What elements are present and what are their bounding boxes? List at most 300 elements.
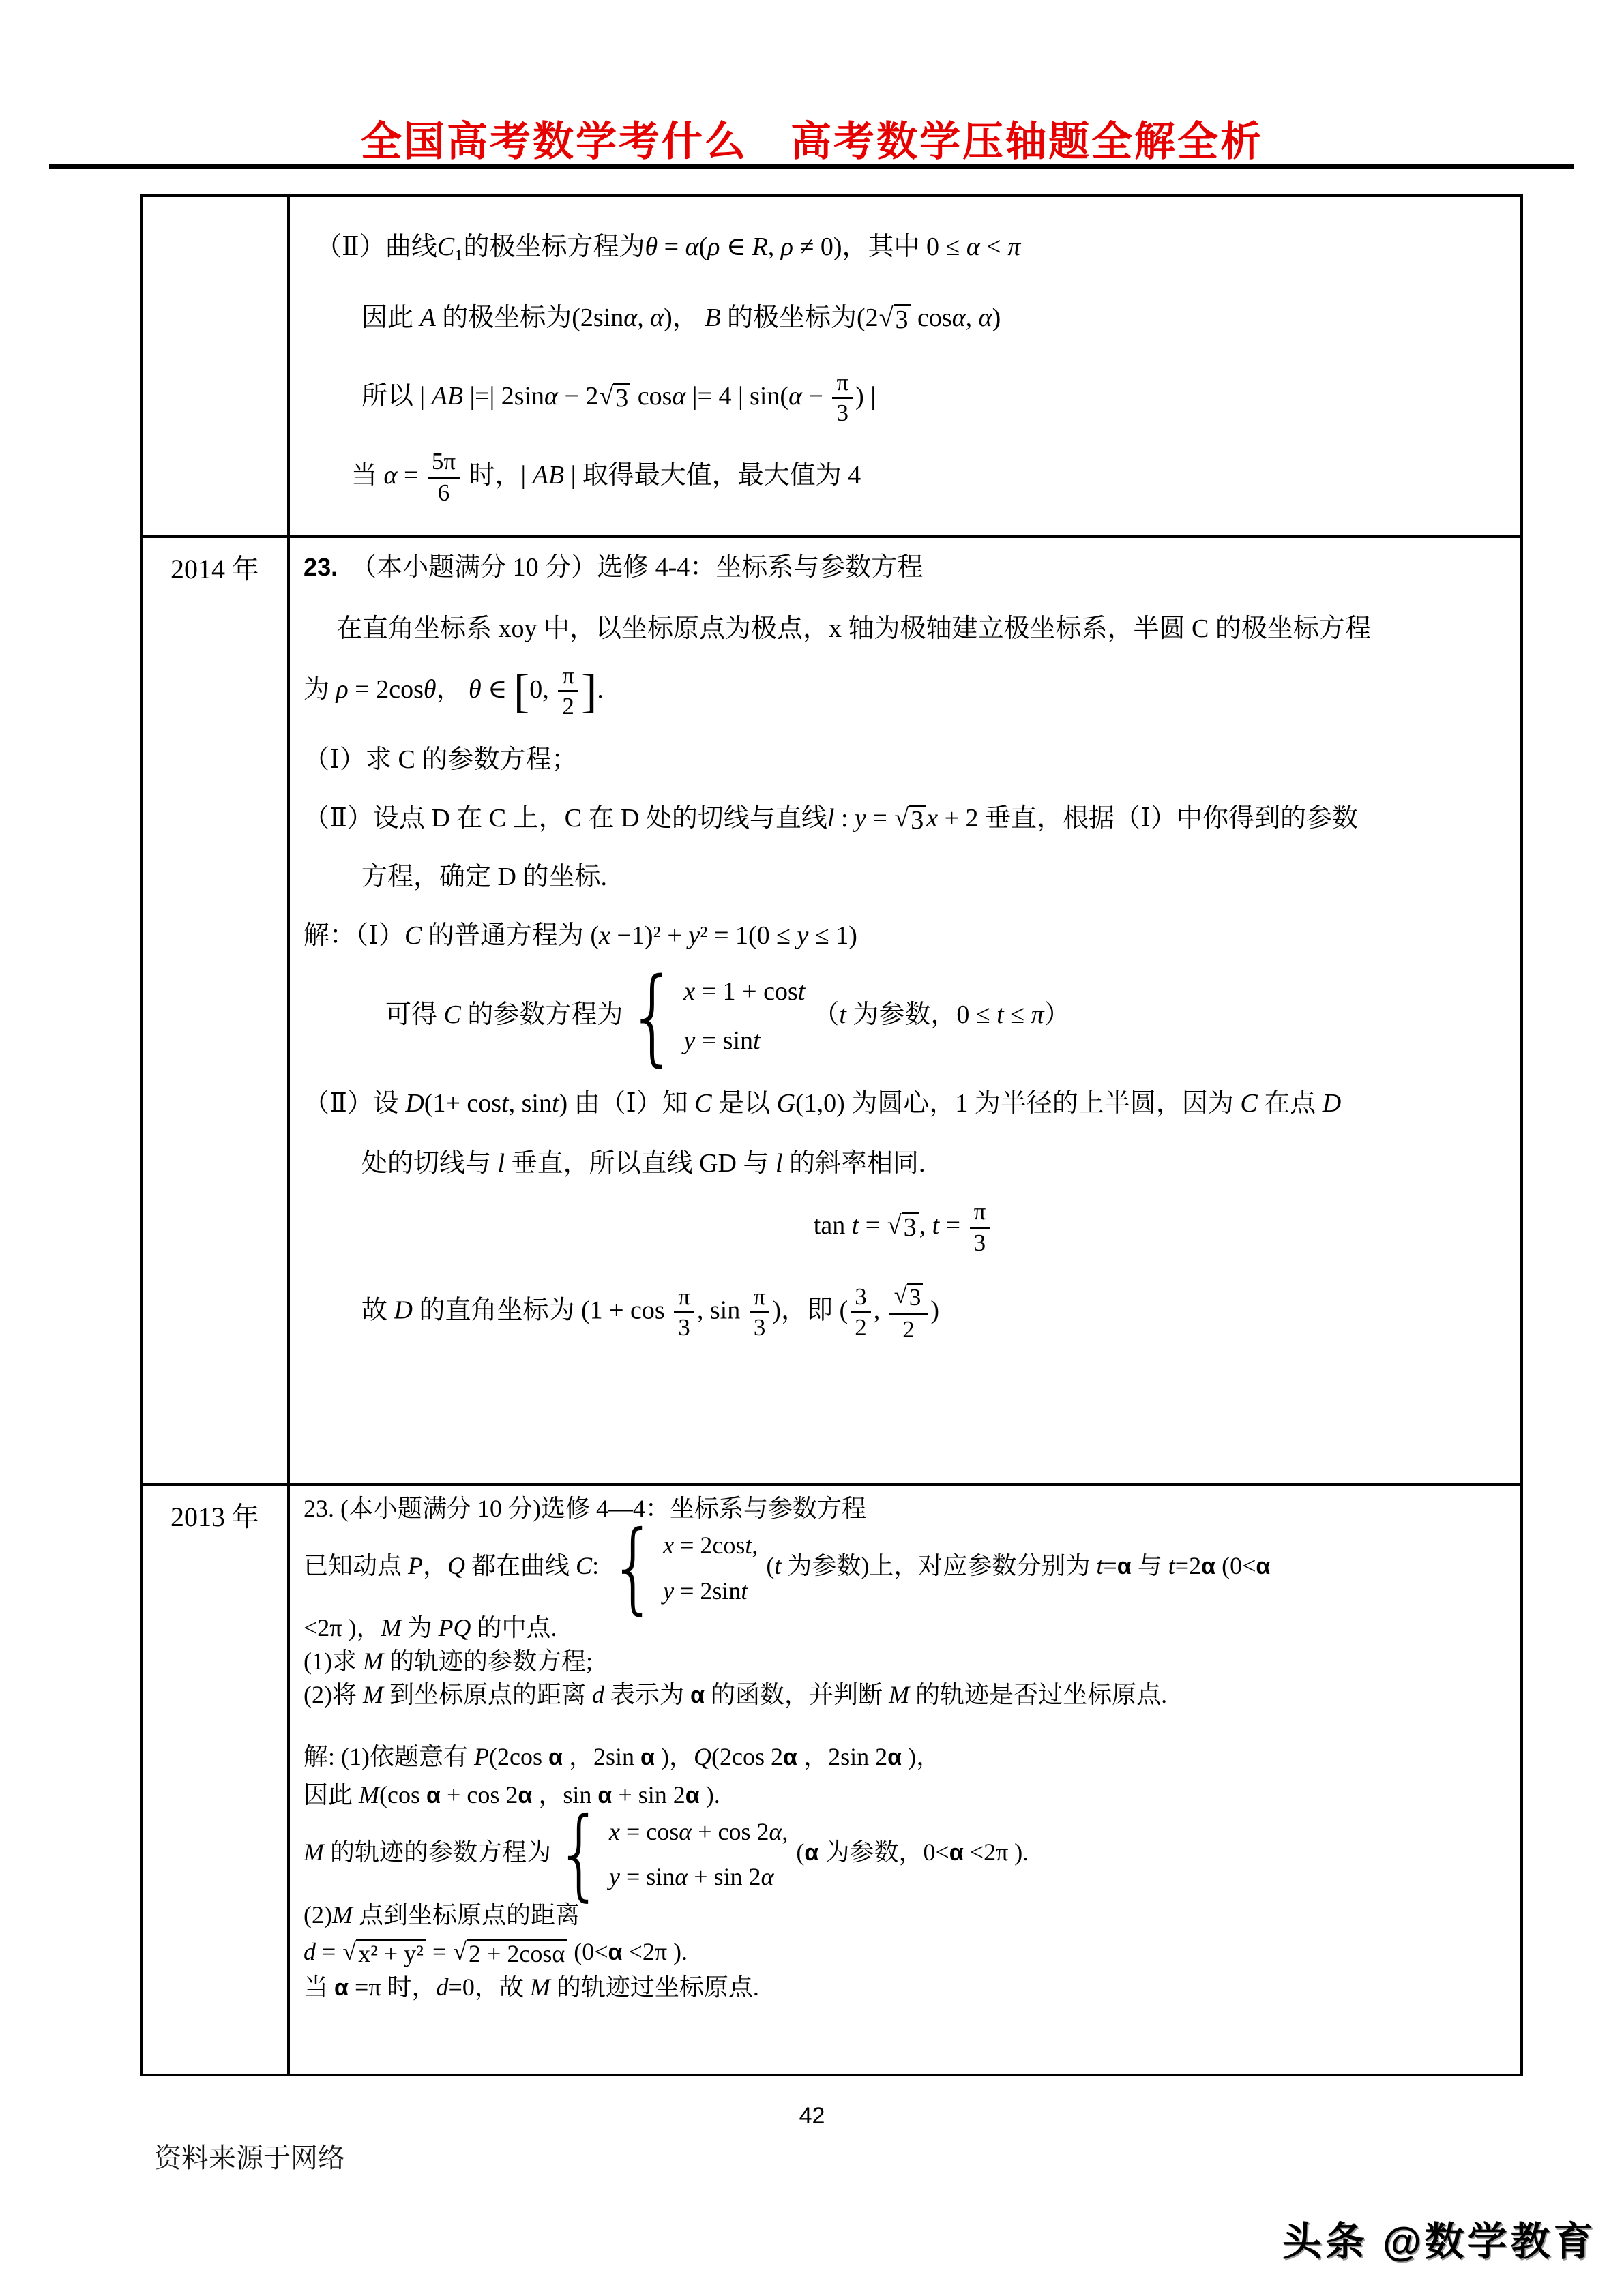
- text-run: 方程，确定 D 的坐标.: [361, 862, 607, 891]
- table-row: [143, 535, 1520, 1483]
- numerator: 5π: [428, 449, 460, 479]
- radicand: 3: [894, 304, 911, 335]
- sqrt-expression: [894, 1283, 924, 1311]
- text-run: （Ⅱ）设点 D 在 C 上，C 在 D 处的切线与直线: [304, 804, 827, 833]
- content-line: [304, 1937, 1503, 1968]
- math-variable: α: [544, 381, 558, 411]
- content-line: [304, 920, 1503, 953]
- radical-sign: √: [342, 1937, 357, 1965]
- content-line: [304, 231, 1503, 264]
- text-run: :: [592, 1552, 606, 1580]
- sqrt-expression: [342, 1939, 426, 1968]
- text-run: (2cos: [488, 1743, 548, 1771]
- sqrt-expression: [879, 304, 911, 335]
- cases-row: [609, 1817, 788, 1847]
- math-variable: ρ: [707, 233, 720, 261]
- text-run: = 2cos: [674, 1532, 745, 1560]
- content-line: [304, 1742, 1503, 1772]
- math-variable: y: [683, 1026, 696, 1056]
- fraction: [851, 1285, 870, 1341]
- text-run: 可得: [385, 1000, 444, 1029]
- text-run: (0<: [1215, 1552, 1256, 1580]
- math-variable: l: [775, 1148, 783, 1178]
- text-run: =: [316, 1937, 342, 1965]
- math-variable: α: [623, 303, 638, 332]
- text-run: 因此: [361, 303, 420, 332]
- fraction: [970, 1199, 990, 1255]
- math-variable: d: [304, 1937, 316, 1965]
- radicand: 3: [613, 383, 630, 413]
- text-run: 与: [1131, 1552, 1168, 1580]
- content-line: [304, 861, 1503, 894]
- sqrt-expression: [453, 1939, 567, 1968]
- math-variable: M: [362, 1681, 383, 1709]
- cases-row: [663, 1531, 758, 1560]
- text-run: 处的切线与: [361, 1148, 498, 1178]
- math-variable: t: [501, 1089, 509, 1118]
- text-run: 0,: [529, 674, 556, 704]
- math-variable: PQ: [438, 1613, 471, 1641]
- radical-sign: √: [894, 804, 909, 833]
- numerator: 3: [851, 1285, 870, 1314]
- math-variable: π: [1031, 1000, 1044, 1029]
- text-run: （Ⅱ）曲线: [316, 233, 437, 261]
- content-line: [304, 613, 1503, 646]
- cases-row: [683, 976, 805, 1009]
- text-run: <2π ).: [963, 1838, 1029, 1866]
- radicand: 2 + 2cosα: [467, 1939, 567, 1968]
- fraction: [750, 1285, 770, 1341]
- big-delimiter: ]: [580, 664, 597, 718]
- text-run: :: [834, 804, 855, 833]
- math-variable: x: [683, 976, 696, 1006]
- radicand: 3: [909, 805, 926, 835]
- text-run: 因此: [304, 1780, 359, 1808]
- math-variable: P: [408, 1552, 424, 1580]
- text-run: 23. (本小题满分 10 分)选修 4—4：坐标系与参数方程: [304, 1495, 866, 1522]
- text-run: 已知动点: [304, 1552, 409, 1580]
- bold-text: α: [949, 1839, 964, 1866]
- content-line: [304, 1973, 1503, 2002]
- table-row: [143, 1483, 1520, 2074]
- math-variable: B: [705, 303, 721, 332]
- numerator: π: [832, 370, 853, 400]
- bold-text: α: [783, 1744, 798, 1771]
- math-variable: t: [932, 1210, 940, 1240]
- content-line: [304, 744, 1503, 777]
- text-run: (: [698, 233, 708, 261]
- math-variable: α: [383, 461, 398, 490]
- math-variable: α: [761, 1863, 774, 1891]
- text-run: =: [426, 1937, 453, 1965]
- numerator: π: [970, 1199, 990, 1229]
- text-run: 到坐标原点的距离: [383, 1681, 592, 1709]
- text-run: 的参数方程为: [460, 1000, 623, 1029]
- text-run: 为: [304, 674, 336, 704]
- radical-sign: √: [879, 303, 894, 332]
- bold-text: α: [1117, 1553, 1132, 1580]
- text-run: ∈: [481, 674, 514, 704]
- math-variable: d: [436, 1973, 449, 2001]
- math-variable: α: [966, 233, 980, 261]
- math-variable: AB: [532, 461, 565, 490]
- text-run: ) |: [855, 381, 876, 411]
- sqrt-expression: [894, 805, 926, 835]
- text-run: = sin: [695, 1026, 753, 1056]
- math-variable: t: [1096, 1552, 1104, 1580]
- denominator: 3: [973, 1229, 986, 1256]
- cases-row: [683, 1025, 805, 1058]
- denominator: 6: [437, 479, 450, 506]
- text-run: )，即 (: [772, 1296, 848, 1325]
- math-variable: M: [359, 1780, 380, 1808]
- text-run: = 1 + cos: [695, 976, 798, 1006]
- content-line: [304, 370, 1503, 426]
- text-run: −1)² +: [610, 921, 689, 950]
- content-line: [304, 1088, 1503, 1120]
- math-variable: α: [978, 303, 992, 332]
- math-variable: α: [679, 1817, 692, 1845]
- radicand: 3: [907, 1283, 923, 1311]
- text-run: , sin: [696, 1296, 747, 1325]
- text-run: 当: [351, 461, 384, 490]
- math-variable: π: [1007, 233, 1021, 261]
- text-run: 的普通方程为 (: [422, 921, 600, 950]
- math-variable: t: [745, 1532, 752, 1560]
- text-run: 在点: [1257, 1089, 1323, 1118]
- math-variable: C: [443, 1000, 461, 1029]
- page-title: 全国高考数学考什么 高考数学压轴题全解全析: [361, 119, 1263, 164]
- text-run: =: [1103, 1552, 1117, 1580]
- text-run: =π 时，: [349, 1973, 437, 2001]
- bold-text: 23.: [304, 553, 338, 581]
- content-line: [304, 302, 1503, 335]
- text-run: = sin: [620, 1863, 675, 1891]
- text-run: 为参数，0<: [818, 1838, 949, 1866]
- content-line: [304, 1680, 1503, 1710]
- math-variable: x: [609, 1817, 620, 1845]
- radicand: 3: [902, 1212, 919, 1242]
- text-run: ，: [423, 1552, 448, 1580]
- cases-row: [609, 1862, 788, 1892]
- text-run: )，: [655, 1743, 694, 1771]
- text-run: − 2: [558, 381, 599, 411]
- math-variable: y: [663, 1577, 675, 1605]
- text-run: =: [866, 804, 894, 833]
- bold-text: α: [597, 1782, 612, 1808]
- text-run: ≤: [1003, 1000, 1031, 1029]
- text-run: 表示为: [604, 1681, 691, 1709]
- math-variable: x: [663, 1532, 675, 1560]
- text-run: 垂直，所以直线 GD 与: [505, 1148, 776, 1178]
- source-note: 资料来源于网络: [154, 2143, 345, 2173]
- text-run: tan: [813, 1210, 852, 1240]
- text-run: ，2sin 2: [797, 1743, 888, 1771]
- text-run: 在直角坐标系 xoy 中，以坐标原点为极点，x 轴为极轴建立极坐标系，半圆 C 的极坐标方程: [336, 614, 1371, 643]
- math-variable: t: [1168, 1552, 1175, 1580]
- math-variable: t: [851, 1210, 859, 1240]
- content-cell: [290, 1486, 1520, 2074]
- denominator: 2: [855, 1314, 867, 1341]
- text-run: (2): [304, 1901, 332, 1929]
- text-run: (2)将: [304, 1681, 363, 1709]
- year-cell: 2013 年: [143, 1486, 290, 2074]
- text-run: 解：（Ⅰ）: [304, 921, 405, 950]
- text-run: 的极坐标为(2sin: [435, 303, 624, 332]
- math-variable: t: [996, 1000, 1004, 1029]
- text-run: = 2cos: [348, 674, 424, 704]
- radical-sign: √: [894, 1282, 907, 1309]
- content-line: [304, 1494, 1503, 1523]
- sqrt-expression: [887, 1212, 919, 1242]
- text-run: 是以: [711, 1089, 777, 1118]
- text-run: + sin 2: [688, 1863, 761, 1891]
- text-run: （Ⅰ）求 C 的参数方程；: [304, 745, 578, 775]
- text-run: 所以 |: [361, 381, 432, 411]
- text-run: ,: [767, 233, 781, 261]
- text-run: 当: [304, 1973, 335, 2001]
- text-run: ): [930, 1296, 940, 1325]
- bold-text: α: [1201, 1553, 1216, 1580]
- denominator: 2: [562, 693, 574, 720]
- math-variable: ρ: [336, 674, 349, 704]
- table-row: [143, 197, 1520, 535]
- fraction: [674, 1285, 694, 1341]
- math-variable: P: [473, 1743, 489, 1771]
- text-run: （: [813, 1000, 840, 1029]
- content-line: [304, 661, 1503, 720]
- math-variable: C: [1240, 1089, 1258, 1118]
- content-cell: [290, 538, 1520, 1483]
- radical-sign: √: [453, 1937, 467, 1965]
- numerator: π: [674, 1285, 694, 1314]
- text-run: （Ⅱ）设: [304, 1089, 406, 1118]
- math-variable: ρ: [780, 233, 794, 261]
- header-rule: [49, 164, 1574, 169]
- text-run: |=| 2sin: [463, 381, 545, 411]
- math-variable: D: [394, 1296, 413, 1325]
- text-run: ≠ 0)，其中 0 ≤: [793, 233, 966, 261]
- text-run: =: [859, 1210, 887, 1240]
- text-run: =2: [1175, 1552, 1202, 1580]
- text-run: ) 由（Ⅰ）知: [559, 1089, 695, 1118]
- left-brace: {: [627, 955, 679, 1077]
- cases-rows: [609, 1817, 788, 1892]
- text-run: (1,0) 为圆心，1 为半径的上半圆，因为: [795, 1089, 1241, 1118]
- fraction: [889, 1283, 928, 1342]
- math-variable: C: [694, 1089, 712, 1118]
- text-run: ² = 1(0 ≤: [700, 921, 797, 950]
- exam-table: [140, 194, 1523, 2076]
- text-run: (2cos 2: [711, 1743, 784, 1771]
- year-cell: [143, 197, 290, 535]
- text-run: 的中点.: [471, 1613, 557, 1641]
- sqrt-expression: [599, 383, 630, 413]
- text-run: |= 4 | sin(: [685, 381, 789, 411]
- text-run: ,: [919, 1210, 932, 1240]
- text-run: ): [992, 303, 1001, 332]
- text-run: ∈: [720, 233, 752, 261]
- bold-text: α: [608, 1939, 623, 1965]
- year-cell: 2014 年: [143, 538, 290, 1483]
- text-run: =: [939, 1210, 967, 1240]
- text-run: 为参数，0 ≤: [846, 1000, 997, 1029]
- text-run: ,: [965, 303, 979, 332]
- math-variable: M: [381, 1613, 402, 1641]
- math-variable: t: [797, 976, 806, 1006]
- math-variable: M: [529, 1973, 550, 2001]
- bold-text: α: [690, 1682, 705, 1709]
- math-variable: x: [599, 921, 610, 950]
- math-variable: t: [774, 1552, 782, 1580]
- math-variable: y: [609, 1863, 620, 1891]
- text-run: 都在曲线: [465, 1552, 576, 1580]
- math-variable: α: [675, 1863, 688, 1891]
- bold-text: α: [334, 1975, 349, 2001]
- math-variable: α: [951, 303, 966, 332]
- text-run: 的函数，并判断: [705, 1681, 889, 1709]
- math-variable: y: [797, 921, 809, 950]
- content-line: [304, 955, 1503, 1077]
- cases-rows: [683, 976, 805, 1058]
- watermark: 头条 @数学教育: [1282, 2220, 1597, 2264]
- math-variable: M: [889, 1681, 910, 1709]
- text-run: 的直角坐标为 (1 + cos: [412, 1296, 672, 1325]
- math-variable: y: [855, 804, 866, 833]
- math-variable: x: [926, 804, 939, 833]
- text-run: 的极坐标方程为: [463, 233, 645, 261]
- left-brace: {: [555, 1795, 604, 1911]
- text-run: )，: [902, 1743, 941, 1771]
- bold-text: α: [887, 1744, 902, 1771]
- numerator: π: [558, 664, 578, 693]
- text-run: ，2sin: [563, 1743, 641, 1771]
- math-variable: l: [497, 1148, 505, 1178]
- math-variable: t: [741, 1577, 748, 1605]
- text-run: (: [796, 1838, 805, 1866]
- math-variable: α: [672, 381, 686, 411]
- text-run: 为: [401, 1613, 439, 1641]
- text-run: 的轨迹的参数方程;: [383, 1647, 593, 1675]
- text-run: =: [658, 233, 685, 261]
- text-run: ,: [637, 303, 651, 332]
- text-run: ).: [699, 1780, 720, 1808]
- math-variable: α: [769, 1817, 782, 1845]
- denominator: 3: [753, 1314, 766, 1341]
- numerator: π: [750, 1285, 770, 1314]
- content-line: [304, 1647, 1503, 1676]
- content-line: [304, 1283, 1503, 1342]
- math-variable: M: [331, 1901, 353, 1929]
- numerator: [889, 1283, 928, 1315]
- math-variable: t: [551, 1089, 559, 1118]
- math-variable: Q: [447, 1552, 466, 1580]
- math-variable: M: [362, 1647, 383, 1675]
- text-run: | 取得最大值，最大值为 4: [564, 461, 861, 490]
- content-line: [304, 1795, 1503, 1911]
- text-run: 时，|: [462, 461, 533, 490]
- denominator: 2: [902, 1315, 915, 1343]
- math-variable: AB: [431, 381, 464, 411]
- bold-text: α: [518, 1782, 533, 1808]
- text-run: （本小题满分 10 分）选修 4-4：坐标系与参数方程: [338, 553, 924, 582]
- content-line: [304, 1613, 1503, 1643]
- text-run: 的轨迹的参数方程为: [324, 1838, 552, 1866]
- text-run: ≤ 1): [808, 921, 857, 950]
- math-variable: G: [776, 1089, 796, 1118]
- text-run: 的斜率相同.: [782, 1148, 926, 1178]
- bold-text: α: [1256, 1553, 1271, 1580]
- fraction: [832, 370, 853, 426]
- bold-text: α: [640, 1744, 655, 1771]
- math-variable: θ: [423, 674, 437, 704]
- cases-rows: [663, 1531, 758, 1606]
- text-run: <2π )，: [304, 1613, 381, 1641]
- text-run: (1)求: [304, 1647, 363, 1675]
- fraction: [558, 661, 578, 720]
- text-run: 点到坐标原点的距离: [352, 1901, 580, 1929]
- cases-system: [609, 1510, 758, 1626]
- text-run: )，: [664, 303, 705, 332]
- text-run: ₁: [454, 233, 464, 261]
- content-cell: [290, 197, 1520, 535]
- math-variable: l: [827, 804, 835, 833]
- left-brace: {: [609, 1510, 658, 1626]
- text-run: ，: [436, 674, 469, 704]
- cases-system: [555, 1795, 788, 1911]
- text-run: 故: [361, 1296, 394, 1325]
- big-delimiter: [: [513, 664, 530, 718]
- text-run: ,: [873, 1296, 887, 1325]
- math-variable: C: [437, 233, 455, 261]
- text-run: 的极坐标为(2: [720, 303, 879, 332]
- fraction: [428, 449, 460, 505]
- text-run: , sin: [508, 1089, 552, 1118]
- text-run: 的轨迹是否过坐标原点.: [909, 1681, 1168, 1709]
- content-line: [304, 1510, 1503, 1626]
- math-variable: R: [752, 233, 768, 261]
- text-run: cos: [911, 303, 952, 332]
- content-line: [304, 449, 1503, 505]
- math-variable: α: [685, 233, 699, 261]
- text-run: .: [597, 674, 604, 704]
- math-variable: y: [688, 921, 700, 950]
- math-variable: Q: [694, 1743, 712, 1771]
- text-run: ,: [782, 1817, 788, 1845]
- text-run: (0<: [567, 1937, 608, 1965]
- text-run: =: [397, 461, 425, 490]
- text-run: (1+ cos: [424, 1089, 502, 1118]
- denominator: 3: [836, 400, 849, 427]
- content-line: [304, 552, 1503, 584]
- text-run: ，sin: [532, 1780, 598, 1808]
- content-line: [304, 1780, 1503, 1810]
- text-run: ）: [1044, 1000, 1070, 1029]
- text-run: 的轨迹过坐标原点.: [550, 1973, 759, 2001]
- content-line: [304, 803, 1503, 835]
- text-run: <2π ).: [622, 1937, 688, 1965]
- math-variable: A: [419, 303, 436, 332]
- text-run: 解: (1)依题意有: [304, 1743, 474, 1771]
- text-run: + cos 2: [441, 1780, 518, 1808]
- text-run: + sin 2: [612, 1780, 685, 1808]
- math-variable: D: [1322, 1089, 1342, 1118]
- bold-text: α: [685, 1782, 700, 1808]
- bold-text: α: [804, 1839, 819, 1866]
- bold-text: α: [426, 1782, 441, 1808]
- math-variable: t: [839, 1000, 846, 1029]
- page-number: 42: [799, 2103, 825, 2129]
